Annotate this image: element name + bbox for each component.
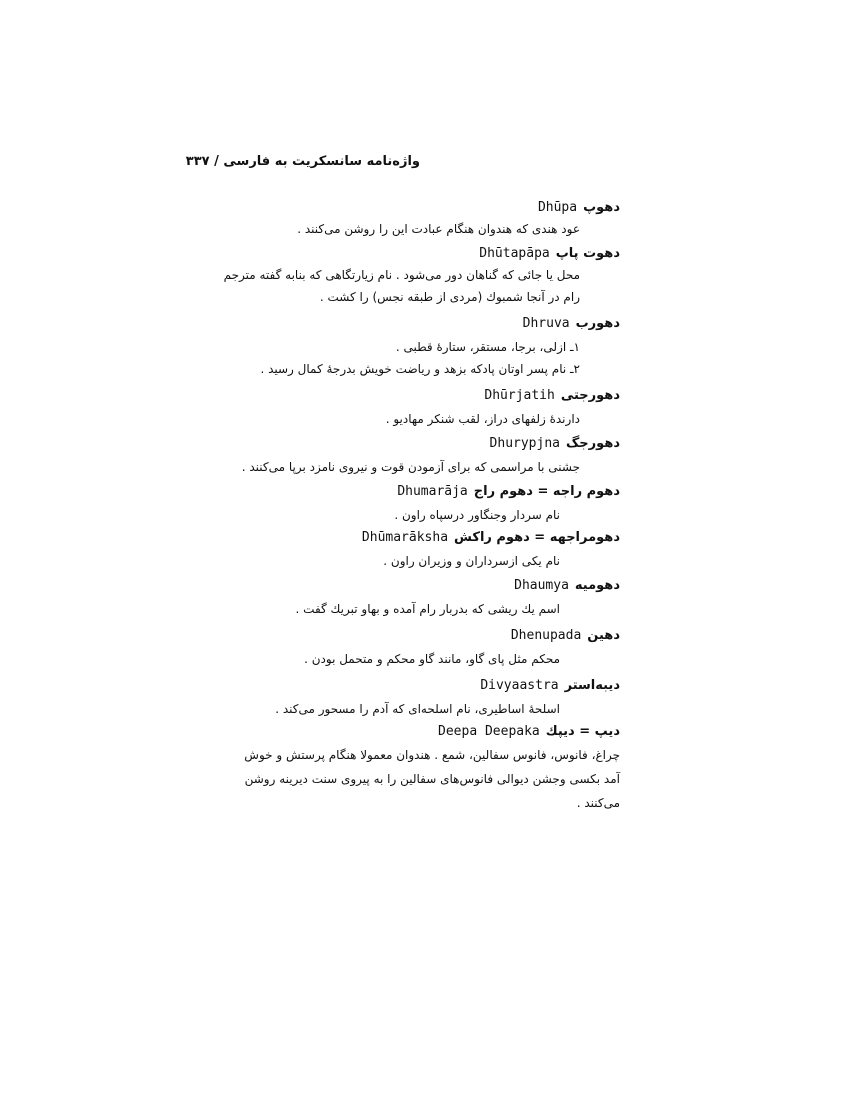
entry-definition-line: محکم مثل پای گاو، مانند گاو محکم و متحمل بودن . [304, 652, 560, 666]
headword-persian: دهوت پاپ [555, 246, 620, 261]
headword-transliteration: Dhūtapāpa [479, 246, 550, 261]
entry-headword [480, 678, 620, 693]
entry-definition-line: ۱ـ ازلی، برجا، مستقر، ستارهٔ قطبی . [395, 340, 580, 354]
headword-transliteration: Dhurypjna [489, 436, 560, 451]
headword-persian: دهومیه [574, 578, 620, 593]
entry-definition-line: اسم یك ریشی که بدربار رام آمده و بهاو تبریك گفت . [295, 602, 560, 616]
entry-definition-line: اسلحهٔ اساطیری، نام اسلحه‌ای که آدم را مسحور می‌کند . [275, 702, 560, 716]
entry-headword [484, 388, 620, 403]
entry-headword [511, 628, 620, 643]
entry-definition-line: چراغ، فانوس، فانوس سفالین، شمع . هندوان معمولا هنگام پرستش و خوش [244, 748, 620, 762]
entry-definition-line: محل یا جائی که گناهان دور می‌شود . نام زیارتگاهی که بنابه گفته مترجم [223, 268, 580, 282]
entry-definition-line: ۲ـ نام پسر اوتان پادکه بزهد و ریاضت خویش بدرجهٔ کمال رسید . [260, 362, 580, 376]
headword-persian: دهوپ [583, 200, 620, 215]
headword-transliteration: Dhenupada [510, 628, 582, 643]
headword-persian: دهورجتی [560, 388, 620, 403]
entry-headword [362, 530, 620, 545]
headword-persian: دهورجگ [566, 436, 620, 451]
entry-headword [538, 200, 620, 215]
entry-definition-line: نام سردار وجنگاور درسپاه راون . [394, 508, 560, 522]
entry-headword [514, 578, 620, 593]
headword-persian: دهین [587, 628, 620, 643]
headword-transliteration: Dhūrjatih [484, 388, 555, 403]
entry-definition-line: دارندهٔ زلفهای دراز، لقب شنکر مهادیو . [385, 412, 580, 426]
entry-headword [397, 484, 620, 499]
page-header: واژه‌نامه سانسکریت به فارسی / ۳۳۷ [185, 154, 420, 169]
headword-transliteration: Divyaastra [480, 678, 559, 693]
headword-transliteration: Dhaumya [514, 578, 569, 593]
entry-headword [523, 316, 620, 331]
entry-definition-line: رام در آنجا شمبوك (مردی از طبقه نجس) را کشت . [319, 290, 580, 304]
entry-headword [438, 724, 620, 739]
headword-persian: دهورب [575, 316, 620, 331]
entry-definition-line: می‌کنند . [576, 796, 620, 810]
headword-persian: دیبه‌استر [564, 678, 620, 693]
entry-definition-line: جشنی با مراسمی که برای آزمودن قوت و نیروی نامزد برپا می‌کنند . [241, 460, 580, 474]
entry-headword [490, 436, 620, 451]
headword-transliteration: Dhumarāja [397, 484, 468, 499]
headword-persian: دهومراجهه = دهوم راکش [454, 530, 620, 545]
headword-transliteration: Deepa Deepaka [438, 724, 540, 739]
headword-transliteration: Dhūmarāksha [361, 530, 449, 545]
headword-transliteration: Dhūpa [537, 200, 578, 215]
headword-transliteration: Dhruva [522, 316, 570, 331]
entry-definition-line: آمد بکسی وجشن دیوالی فانوس‌های سفالین را به پیروی سنت دیرینه روشن [244, 772, 620, 786]
entry-definition-line: نام یکی ازسرداران و وزیران راون . [383, 554, 560, 568]
headword-persian: دیپ = دیپك [545, 724, 620, 739]
headword-persian: دهوم راجه = دهوم راج [473, 484, 620, 499]
entry-headword [479, 246, 620, 261]
entry-definition-line: عود هندی که هندوان هنگام عبادت این را روشن می‌کنند . [297, 222, 580, 236]
